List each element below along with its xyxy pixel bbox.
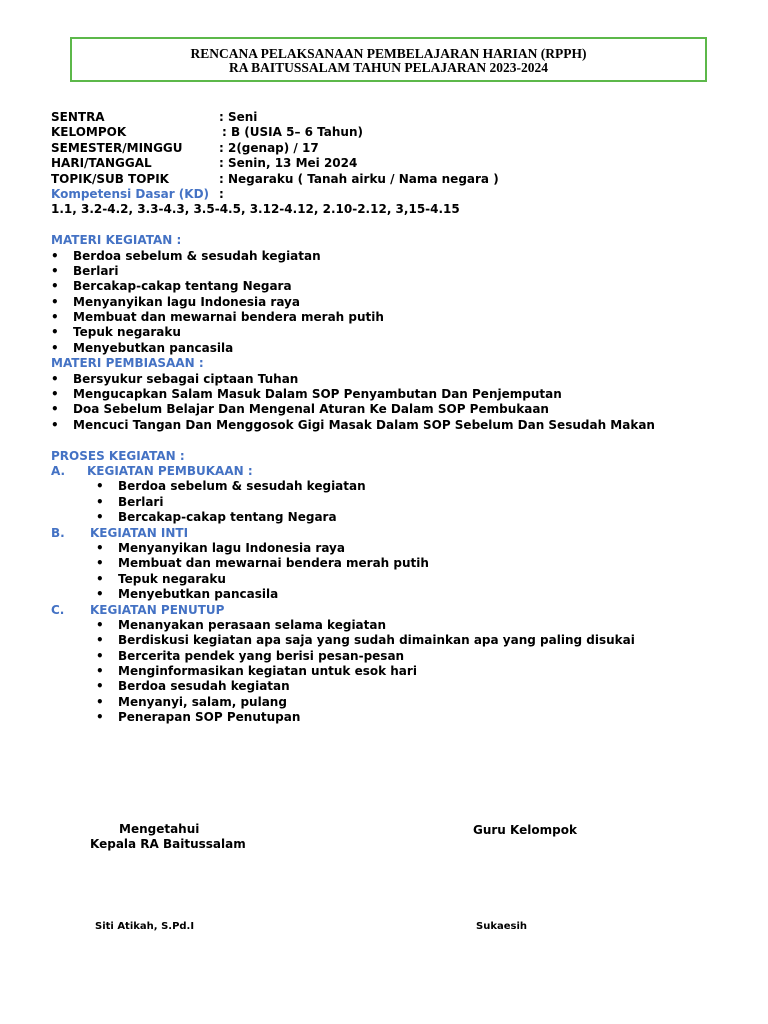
list-item: • Berdoa sebelum & sesudah kegiatan (51, 479, 741, 494)
section-a-heading (51, 464, 741, 479)
title-line-2: RA BAITUSSALAM TAHUN PELAJARAN 2023-2024 (228, 60, 549, 75)
info-row-semester (51, 141, 741, 156)
info-row-topik (51, 172, 741, 187)
list-item: • Menyanyikan lagu Indonesia raya (51, 295, 741, 310)
info-value: : Senin, 13 Mei 2024 (219, 156, 358, 171)
info-value: : Seni (219, 110, 258, 124)
list-item: • Bercakap-cakap tentang Negara (51, 510, 741, 525)
proses-kegiatan-heading: PROSES KEGIATAN : (51, 448, 185, 463)
list-item: • Bercerita pendek yang berisi pesan-pesan (51, 649, 741, 664)
materi-pembiasaan-heading: MATERI PEMBIASAAN : (51, 356, 204, 371)
section-letter: A. (51, 463, 66, 478)
list-item: • Membuat dan mewarnai bendera merah putih (51, 310, 741, 325)
list-item: • Bercakap-cakap tentang Negara (51, 279, 741, 294)
list-item: • Menyebutkan pancasila (51, 341, 741, 356)
list-item: • Penerapan SOP Penutupan (51, 710, 741, 725)
section-title: KEGIATAN PENUTUP (90, 602, 225, 617)
info-label: HARI/TANGGAL (51, 156, 152, 171)
list-item: • Doa Sebelum Belajar Dan Mengenal Aturan Ke Dalam SOP Pembukaan (51, 402, 741, 417)
info-label: SEMESTER/MINGGU (51, 140, 183, 155)
list-item: • Menanyakan perasaan selama kegiatan (51, 618, 741, 633)
info-row-hari (51, 156, 741, 171)
signature-guru-name: Sukaesih (476, 921, 528, 932)
signature-mengetahui: Mengetahui (119, 822, 200, 836)
list-item: • Menginformasikan kegiatan untuk esok hari (51, 664, 741, 679)
info-label: KELOMPOK (51, 125, 127, 140)
list-item: • Tepuk negaraku (51, 572, 741, 587)
list-item: • Membuat dan mewarnai bendera merah putih (51, 556, 741, 571)
section-letter: C. (51, 602, 65, 617)
info-value: : (219, 186, 224, 201)
document-body (51, 110, 741, 726)
info-value: : Negaraku ( Tanah airku / Nama negara ) (219, 171, 499, 186)
list-item: • Berdoa sebelum & sesudah kegiatan (51, 249, 741, 264)
list-item: • Berdoa sesudah kegiatan (51, 679, 741, 694)
section-title: KEGIATAN INTI (90, 525, 189, 540)
list-item: • Tepuk negaraku (51, 325, 741, 340)
signature-kepala-title: Kepala RA Baitussalam (90, 837, 246, 851)
list-item: • Berlari (51, 495, 741, 510)
list-item: • Menyanyikan lagu Indonesia raya (51, 541, 741, 556)
signature-guru-title: Guru Kelompok (473, 823, 577, 837)
list-item: • Mengucapkan Salam Masuk Dalam SOP Penyambutan Dan Penjemputan (51, 387, 741, 402)
list-item: • Bersyukur sebagai ciptaan Tuhan (51, 372, 741, 387)
info-row-kd (51, 187, 741, 202)
section-c-heading (51, 603, 741, 618)
signature-kepala-name: Siti Atikah, S.Pd.I (95, 921, 195, 932)
section-b-heading (51, 526, 741, 541)
title-line-1: RENCANA PELAKSANAAN PEMBELAJARAN HARIAN (RPPH) (190, 46, 587, 61)
list-item: • Menyanyi, salam, pulang (51, 695, 741, 710)
info-label: SENTRA (51, 110, 105, 124)
info-row-sentra (51, 110, 741, 125)
list-item: • Menyebutkan pancasila (51, 587, 741, 602)
info-value: : 2(genap) / 17 (219, 140, 319, 155)
section-title: KEGIATAN PEMBUKAAN : (87, 463, 253, 478)
list-item: • Berlari (51, 264, 741, 279)
materi-kegiatan-heading: MATERI KEGIATAN : (51, 233, 182, 248)
kd-values: 1.1, 3.2-4.2, 3.3-4.3, 3.5-4.5, 3.12-4.12, 2.10-2.12, 3,15-4.15 (51, 202, 460, 217)
info-label: TOPIK/SUB TOPIK (51, 171, 169, 186)
section-letter: B. (51, 525, 65, 540)
info-row-kelompok (51, 125, 741, 140)
info-value: : B (USIA 5– 6 Tahun) (222, 125, 364, 140)
list-item: • Mencuci Tangan Dan Menggosok Gigi Masak Dalam SOP Sebelum Dan Sesudah Makan (51, 418, 741, 433)
kd-label: Kompetensi Dasar (KD) (51, 186, 210, 201)
list-item: • Berdiskusi kegiatan apa saja yang sudah dimainkan apa yang paling disukai (51, 633, 741, 648)
document-title-box (70, 37, 707, 82)
